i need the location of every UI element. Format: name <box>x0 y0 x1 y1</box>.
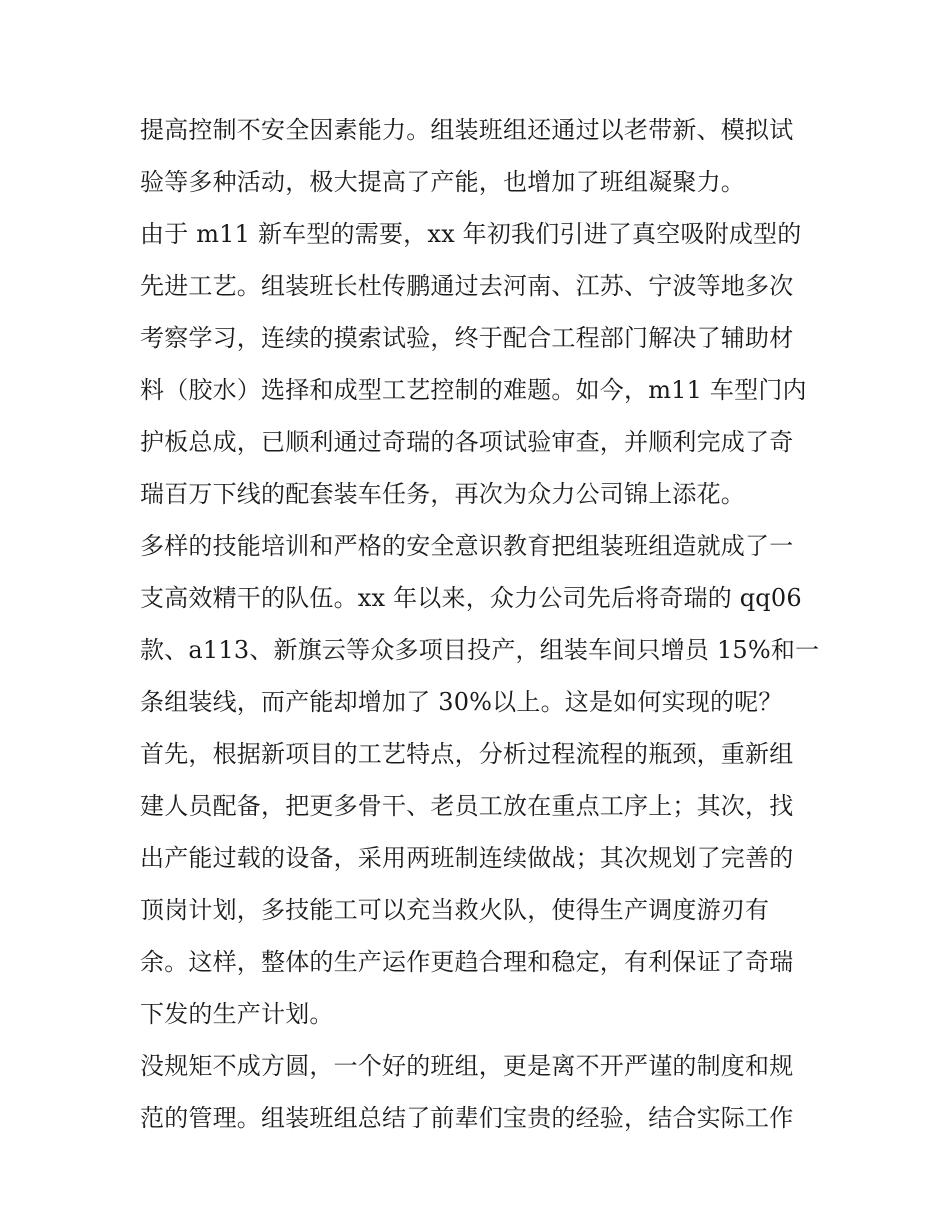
text-line: 下发的生产计划。 <box>140 1000 334 1028</box>
text-line: 出产能过载的设备，采用两班制连续做战；其次规划了完善的 <box>140 844 794 872</box>
text-line: 料（胶水）选择和成型工艺控制的难题。如今，m11 车型门内 <box>140 376 807 404</box>
text-line: 款、a113、新旗云等众多项目投产，组装车间只增员 15%和一 <box>140 636 820 664</box>
text-line: 首先，根据新项目的工艺特点，分析过程流程的瓶颈，重新组 <box>140 740 794 768</box>
text-line: 范的管理。组装班组总结了前辈们宝贵的经验，结合实际工作 <box>140 1104 794 1132</box>
text-line: 提高控制不安全因素能力。组装班组还通过以老带新、模拟试 <box>140 116 794 144</box>
text-line: 顶岗计划，多技能工可以充当救火队，使得生产调度游刃有 <box>140 896 770 924</box>
text-line: 没规矩不成方圆，一个好的班组，更是离不开严谨的制度和规 <box>140 1052 794 1080</box>
text-line: 瑞百万下线的配套装车任务，再次为众力公司锦上添花。 <box>140 480 745 508</box>
text-line: 条组装线，而产能却增加了 30%以上。这是如何实现的呢？ <box>140 688 783 716</box>
text-line: 多样的技能培训和严格的安全意识教育把组装班组造就成了一 <box>140 532 794 560</box>
text-line: 考察学习，连续的摸索试验，终于配合工程部门解决了辅助材 <box>140 324 794 352</box>
text-line: 余。这样，整体的生产运作更趋合理和稳定，有利保证了奇瑞 <box>140 948 794 976</box>
text-line: 先进工艺。组装班长杜传鹏通过去河南、江苏、宁波等地多次 <box>140 272 794 300</box>
text-line: 由于 m11 新车型的需要，xx 年初我们引进了真空吸附成型的 <box>140 220 802 248</box>
text-line: 建人员配备，把更多骨干、老员工放在重点工序上；其次，找 <box>140 792 794 820</box>
text-line: 护板总成，已顺利通过奇瑞的各项试验审查，并顺利完成了奇 <box>140 428 794 456</box>
text-line: 验等多种活动，极大提高了产能，也增加了班组凝聚力。 <box>140 168 745 196</box>
text-line: 支高效精干的队伍。xx 年以来，众力公司先后将奇瑞的 qq06 <box>140 584 802 612</box>
body-text <box>140 104 820 1144</box>
